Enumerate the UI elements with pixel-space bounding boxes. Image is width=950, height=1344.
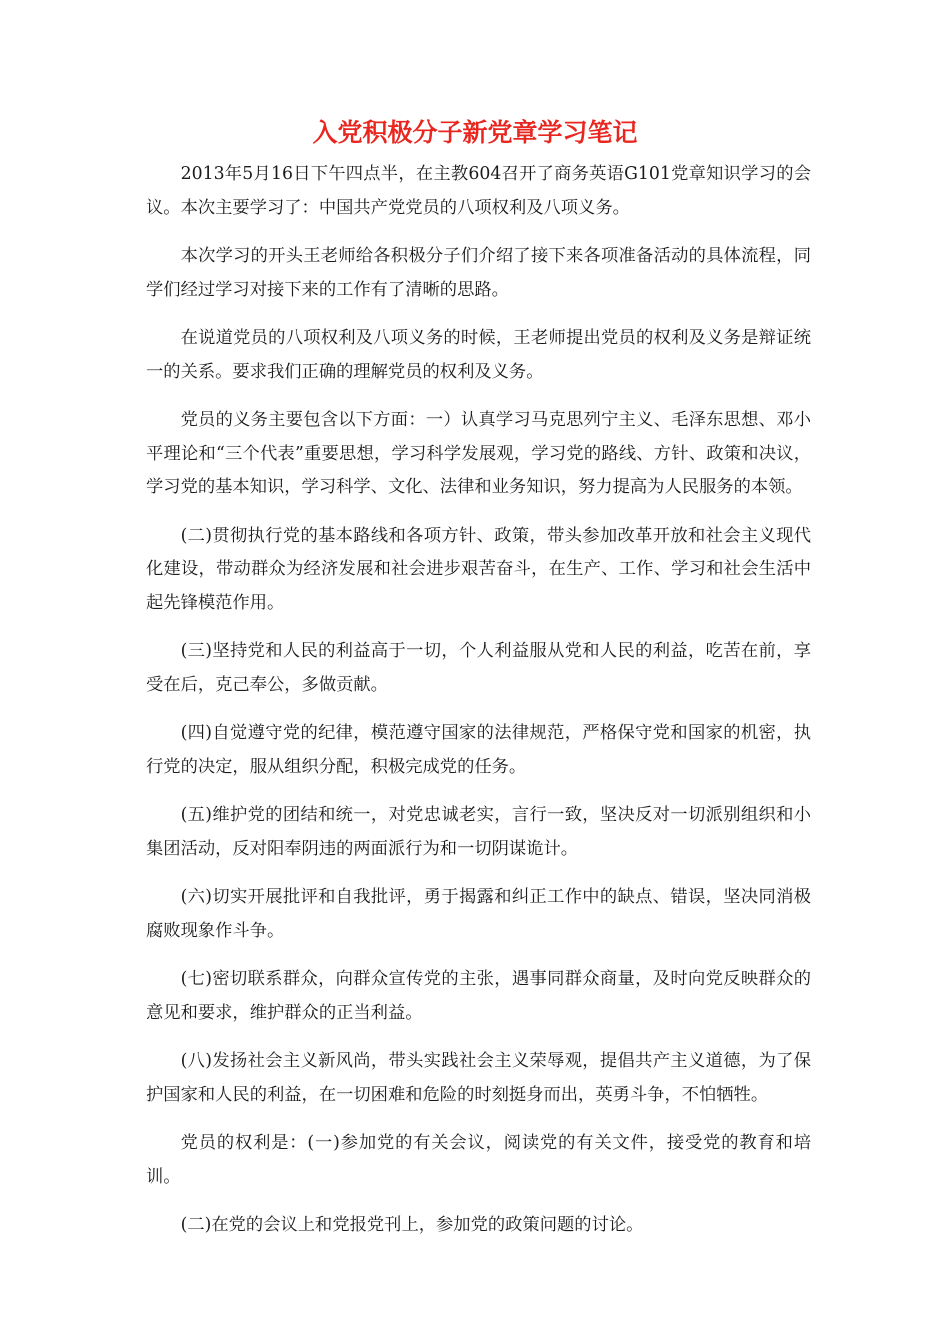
paragraph-meeting-intro: 2013年5月16日下午四点半，在主教604召开了商务英语G101党章知识学习的会议。本次主要学习了：中国共产党党员的八项权利及八项义务。: [146, 164, 811, 218]
paragraph-duty-6: (六)切实开展批评和自我批评，勇于揭露和纠正工作中的缺点、错误，坚决同消极腐败现象作斗争。: [146, 887, 811, 941]
paragraph-duty-2: (二)贯彻执行党的基本路线和各项方针、政策，带头参加改革开放和社会主义现代化建设，带动群众为经济发展和社会进步艰苦奋斗，在生产、工作、学习和社会生活中起先锋模范作用。: [146, 525, 811, 613]
paragraph-duty-1: 党员的义务主要包含以下方面：一）认真学习马克思列宁主义、毛泽东思想、邓小平理论和“三个代表”重要思想，学习科学发展观，学习党的路线、方针、政策和决议，学习党的基本知识，学习科学、文化、法律和业务知识，努力提高为人民服务的本领。: [146, 410, 811, 497]
paragraph-right-2: (二)在党的会议上和党报党刊上，参加党的政策问题的讨论。: [180, 1215, 644, 1235]
paragraph-duty-4: (四)自觉遵守党的纪律，模范遵守国家的法律规范，严格保守党和国家的机密，执行党的决定，服从组织分配，积极完成党的任务。: [146, 723, 811, 777]
paragraph-rights-duties-relation: 在说道党员的八项权利及八项义务的时候，王老师提出党员的权利及义务是辩证统一的关系。要求我们正确的理解党员的权利及义务。: [146, 328, 811, 382]
paragraph-duty-7: (七)密切联系群众，向群众宣传党的主张，遇事同群众商量，及时向党反映群众的意见和要求，维护群众的正当利益。: [146, 969, 811, 1023]
paragraph-duty-3: (三)坚持党和人民的利益高于一切，个人利益服从党和人民的利益，吃苦在前，享受在后，克己奉公，多做贡献。: [146, 641, 811, 695]
paragraph-duty-8: (八)发扬社会主义新风尚，带头实践社会主义荣辱观，提倡共产主义道德，为了保护国家和人民的利益，在一切困难和危险的时刻挺身而出，英勇斗争，不怕牺牲。: [146, 1051, 811, 1105]
document-body: [146, 158, 811, 1258]
paragraph-process-intro: 本次学习的开头王老师给各积极分子们介绍了接下来各项准备活动的具体流程，同学们经过学习对接下来的工作有了清晰的思路。: [146, 246, 811, 300]
paragraph-duty-5: (五)维护党的团结和统一，对党忠诚老实，言行一致，坚决反对一切派别组织和小集团活动，反对阳奉阴违的两面派行为和一切阴谋诡计。: [146, 805, 811, 859]
document-title: 入党积极分子新党章学习笔记: [312, 118, 638, 147]
paragraph-right-1: 党员的权利是：(一)参加党的有关会议，阅读党的有关文件，接受党的教育和培训。: [146, 1133, 811, 1187]
